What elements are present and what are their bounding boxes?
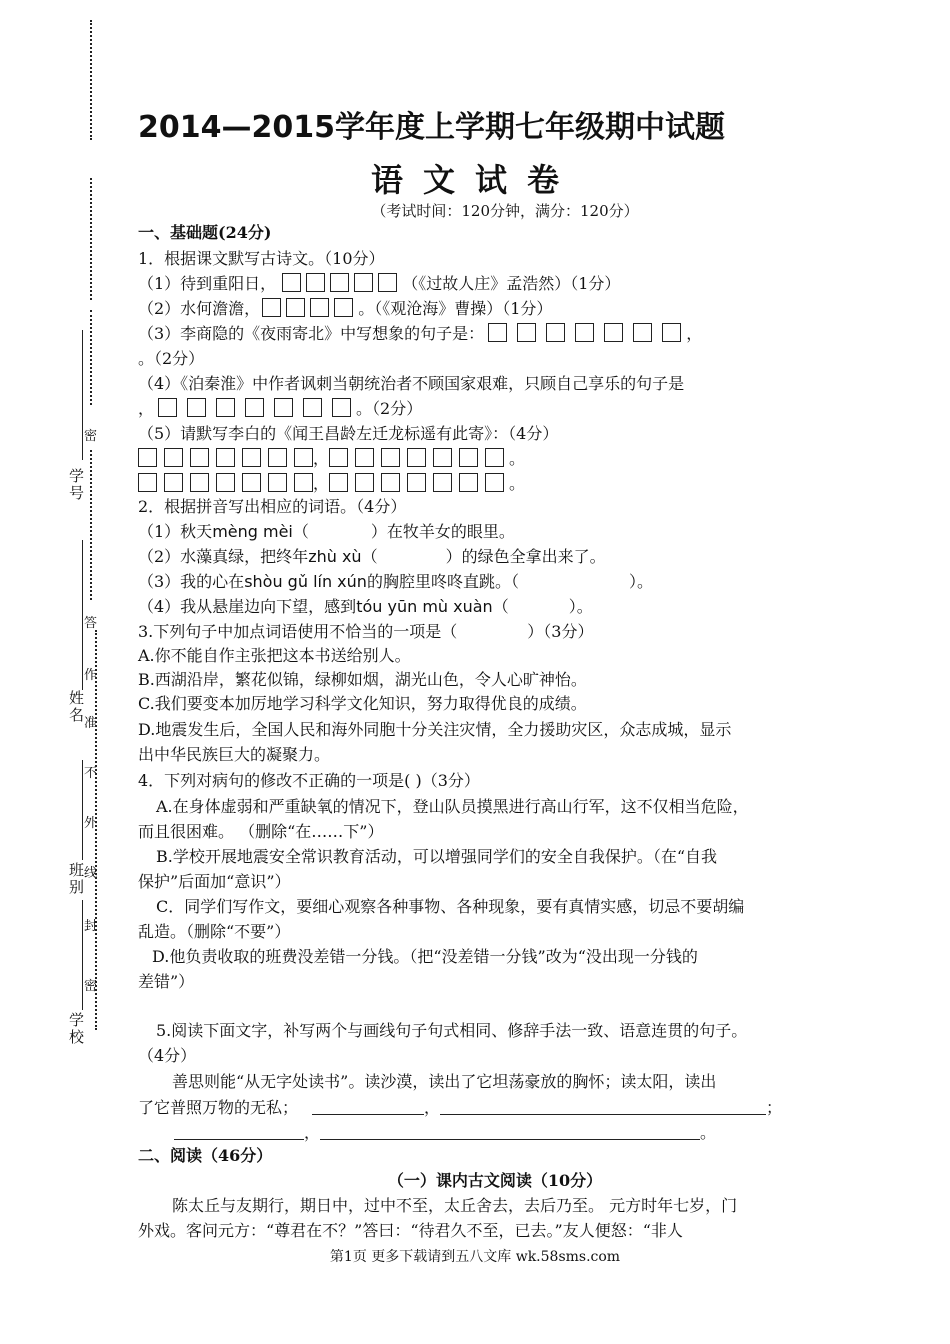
blank-line [82,900,83,1010]
question-line: （4）我从悬崖边向下望，感到tóu yūn mù xuàn（ ）。 [138,597,593,616]
seal-char: 密 [84,979,98,994]
exam-title: 2014—2015学年度上学期七年级期中试题 [138,110,725,145]
seal-char: 封 [84,919,98,934]
option-d-cont: 出中华民族巨大的凝聚力。 [138,745,331,764]
question-line: （5）请默写李白的《闻王昌龄左迁龙标遥有此寄》：（4分） [138,424,559,443]
student-id-label: 学号 [67,468,85,502]
seal-char: 外 [84,816,98,831]
seal-char: 准 [84,716,98,731]
question-stem: 4．下列对病句的修改不正确的一项是( )（3分） [138,771,480,790]
section-heading: 二、阅读（46分） [138,1146,273,1165]
passage-line: 陈太丘与友期行，期日中，过中不至，太丘舍去，去后乃至。 元方时年七岁，门 [172,1196,738,1215]
option-b: B.学校开展地震安全常识教育活动，可以增强同学们的安全自我保护。（在“自我 [156,847,718,866]
answer-boxes: ， 。 [138,473,525,495]
question-line: （4）《泊秦淮》中作者讽刺当朝统治者不顾国家艰难，只顾自己享乐的句子是 [138,374,685,393]
question-line: （3）李商隐的《夜雨寄北》中写想象的句子是： ， [138,324,703,343]
option-c-cont: 乱造。（删除“不要”） [138,922,291,941]
question-line: （1）秋天mèng mèi（ ）在牧羊女的眼里。 [138,522,515,541]
dotted-line [90,20,92,140]
answer-line: ， 。 [138,1122,716,1144]
option-a: A.在身体虚弱和严重缺氧的情况下，登山队员摸黑进行高山行军，这不仅相当危险， [156,797,749,816]
question-line: （2）水藻真绿，把终年zhù xù（ ）的绿色全拿出来了。 [138,547,606,566]
question-stem: 5.阅读下面文字，补写两个与画线句子句式相同、修辞手法一致、语意连贯的句子。 [156,1021,748,1040]
class-label: 班别 [67,862,85,896]
seal-char: 不 [84,766,98,781]
answer-line: 了它普照万物的无私； ， ； [138,1098,783,1117]
seal-char: 答 [84,616,98,631]
subsection-heading: （一）课内古文阅读（10分） [387,1171,603,1190]
question-stem: 2．根据拼音写出相应的词语。（4分） [138,497,407,516]
seal-char: 作 [84,668,98,683]
subject-title: 语文试卷 [370,161,579,199]
question-line: ， 。（2分） [138,399,423,418]
passage-line: 外戏。客问元方：“尊君在不？”答曰：“待君久不至，已去。”友人便怒：“非人 [138,1221,683,1240]
question-line: （3）我的心在shòu gǔ lín xún的胸腔里咚咚直跳。（ ）。 [138,572,653,591]
seal-char: 线 [84,866,98,881]
question-line: （1）待到重阳日， （《过故人庄》孟浩然）（1分） [138,274,621,293]
dotted-line [95,630,97,1030]
option-b-cont: 保护”后面加“意识”） [138,872,291,891]
blank-line [82,330,83,460]
question-line: 。（2分） [138,349,205,368]
answer-boxes: ， 。 [138,448,525,470]
option-d: D.地震发生后，全国人民和海外同胞十分关注灾情，全力援助灾区，众志成城，显示 [138,720,732,739]
dotted-line [90,450,92,600]
option-b: B.西湖沿岸，繁花似锦，绿柳如烟，湖光山色，令人心旷神怡。 [138,670,587,689]
seal-char: 密 [84,429,98,444]
question-stem: 3.下列句子中加点词语使用不恰当的一项是（ ）（3分） [138,622,594,641]
option-d: D.他负责收取的班费没差错一分钱。（把“没差错一分钱”改为“没出现一分钱的 [152,947,698,966]
school-label: 学校 [67,1012,85,1046]
option-c: C．同学们写作文，要细心观察各种事物、各种现象，要有真情实感，切忌不要胡编 [156,897,745,916]
option-a: A.你不能自作主张把这本书送给别人。 [138,646,411,665]
passage-line: 善思则能“从无字处读书”。读沙漠，读出了它坦荡豪放的胸怀；读太阳，读出 [172,1072,717,1091]
option-a-cont: 而且很困难。 （删除“在……下”） [138,822,384,841]
section-heading: 一、基础题(24分) [138,223,272,242]
exam-info: （考试时间：120分钟，满分：120分） [371,202,639,220]
blank-line [82,760,83,860]
dotted-line [90,310,92,405]
option-c: C.我们要变本加厉地学习科学文化知识，努力取得优良的成绩。 [138,694,587,713]
question-line: （2）水何澹澹， 。（《观沧海》曹操）（1分） [138,299,553,318]
blank-line [82,540,83,690]
page-footer: 第1页 更多下载请到五八文库 wk.58sms.com [329,1249,621,1265]
name-label: 姓名 [67,690,85,724]
option-d-cont: 差错”） [138,972,195,991]
question-stem: 1．根据课文默写古诗文。（10分） [138,249,385,268]
question-stem-cont: （4分） [138,1046,197,1065]
